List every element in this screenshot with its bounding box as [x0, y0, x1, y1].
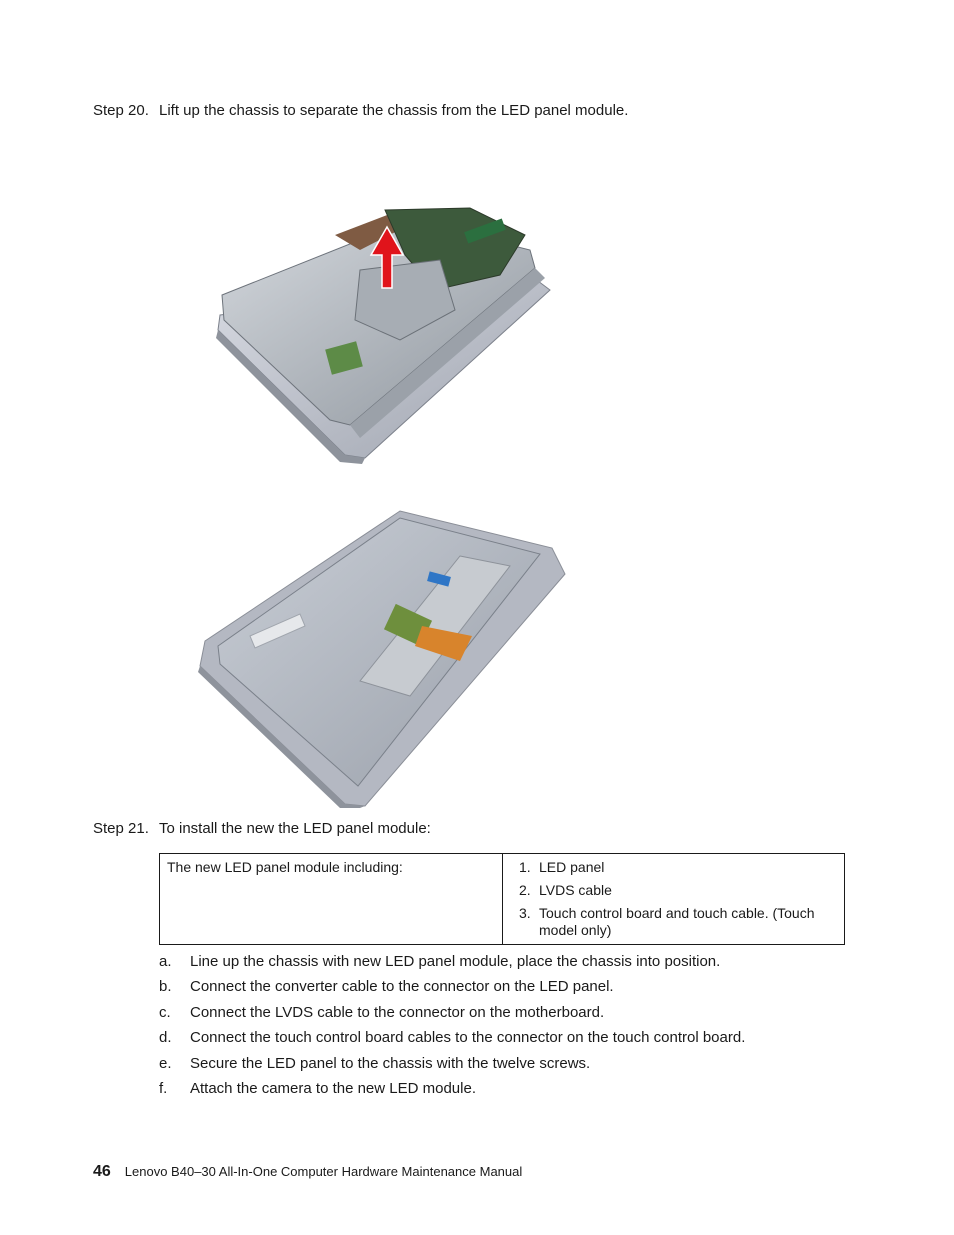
item-text: Touch control board and touch cable. (Touch model only)	[539, 905, 815, 938]
parts-table-label: The new LED panel module including:	[160, 854, 503, 945]
step-number: Step 21.	[93, 820, 149, 837]
item-number: 1.	[519, 859, 531, 875]
substep-text: Connect the converter cable to the connector on the LED panel.	[190, 978, 614, 996]
chassis-lift-photo	[200, 180, 580, 470]
step-number: Step 20.	[93, 102, 149, 119]
substep-letter: b.	[159, 978, 172, 996]
list-item	[510, 905, 837, 939]
table-row	[160, 854, 845, 945]
substep-letter: c.	[159, 1003, 171, 1021]
page-number: 46	[93, 1163, 111, 1180]
list-item	[159, 1029, 745, 1054]
substep-letter: f.	[159, 1079, 168, 1097]
substep-text: Attach the camera to the new LED module.	[190, 1079, 476, 1097]
step-text: To install the new the LED panel module:	[159, 820, 431, 837]
step-text: Lift up the chassis to separate the chassis from the LED panel module.	[159, 102, 629, 119]
substep-text: Connect the touch control board cables to the connector on the touch control board.	[190, 1029, 746, 1047]
substep-text: Line up the chassis with new LED panel module, place the chassis into position.	[190, 953, 721, 970]
substep-text: Secure the LED panel to the chassis with the twelve screws.	[190, 1054, 591, 1072]
list-item	[159, 1004, 745, 1029]
item-number: 2.	[519, 882, 531, 898]
step-21	[93, 820, 431, 838]
parts-table	[159, 853, 845, 945]
manual-title: Lenovo B40–30 All-In-One Computer Hardware Maintenance Manual	[124, 1164, 523, 1179]
list-item	[510, 882, 837, 899]
list-item	[159, 953, 745, 978]
item-number: 3.	[519, 905, 531, 921]
list-item	[159, 1080, 745, 1105]
substep-letter: e.	[159, 1054, 172, 1072]
substep-list	[159, 953, 745, 1105]
item-text: LED panel	[539, 859, 605, 875]
substep-letter: d.	[159, 1029, 172, 1047]
page-footer	[93, 1163, 522, 1181]
substep-text: Connect the LVDS cable to the connector on the motherboard.	[190, 1003, 605, 1021]
parts-list	[510, 859, 837, 939]
parts-table-items	[503, 854, 845, 945]
substep-letter: a.	[159, 953, 172, 970]
list-item	[159, 978, 745, 1003]
item-text: LVDS cable	[539, 882, 612, 898]
list-item	[510, 859, 837, 876]
list-item	[159, 1055, 745, 1080]
step-20	[93, 102, 628, 120]
led-panel-photo	[160, 486, 622, 808]
